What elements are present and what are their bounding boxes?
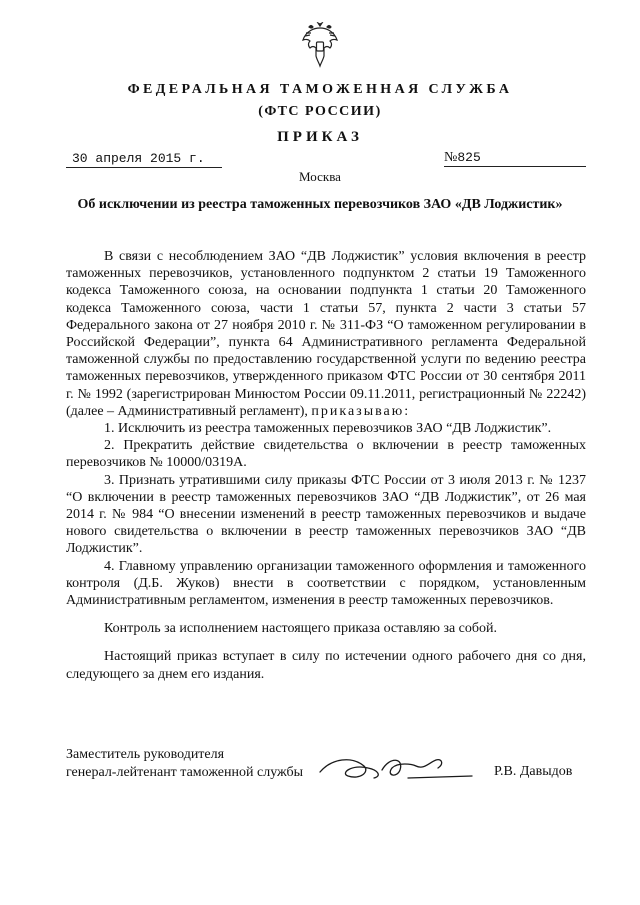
signatory-name: Р.В. Давыдов [494,764,573,779]
agency-short-name: (ФТС РОССИИ) [258,104,382,119]
handwritten-signature [312,748,482,786]
order-item-1: 1. Исключить из реестра таможенных перевозчиков ЗАО “ДВ Лоджистик”. [104,421,552,437]
order-body [66,248,586,683]
order-item-4: 4. Главному управлению организации таможенного оформления и таможенного контроля (Д.Б. Жуков) внести в соответствии с порядком, установленным Административным регламентом, изменения в реестр таможенных перевозчиков. [66,558,586,609]
order-subject: Об исключении из реестра таможенных перевозчиков ЗАО «ДВ Лоджистик» [77,197,563,212]
order-date: 30 апреля 2015 г. [66,151,222,168]
order-number-value: 825 [457,150,481,165]
agency-name: ФЕДЕРАЛЬНАЯ ТАМОЖЕННАЯ СЛУЖБА [127,82,513,97]
effective-paragraph: Настоящий приказ вступает в силу по истечении одного рабочего дня со дня, следующего за днем его издания. [66,649,586,682]
order-word: приказываю: [311,403,411,419]
signatory-position [66,746,303,781]
document-type-title: ПРИКАЗ [277,129,363,145]
signatory-position-line-1: Заместитель руководителя [66,747,225,762]
control-paragraph: Контроль за исполнением настоящего приказа оставляю за собой. [104,621,498,637]
order-number [444,149,586,167]
signatory-position-line-2: генерал-лейтенант таможенной службы [66,764,304,780]
city: Москва [299,169,341,184]
coat-of-arms-icon [300,22,340,68]
preamble-text: В связи с несоблюдением ЗАО “ДВ Лоджистик” условия включения в реестр таможенных перевозчиков, установленного подпунктом 2 статьи 19 Таможенного кодекса Таможенного союза, на основании подпункта 1 статьи 20 Таможенного кодекса Таможенного союза, части 1 статьи 57, пункта 2 части 3 статьи 57 Федерального закона от 27 ноября 2010 г. № 311-ФЗ “О таможенном регулировании в Российской Федерации”, пункта 64 Административного регламента Федеральной таможенной службы по предоставлению государственной услуги по ведению реестра таможенных перевозчиков, утвержденного приказом ФТС России от 30 сентября 2011 г. № 1992 (зарегистрирован Минюстом России 09.11.2011, регистрационный № 22242) (далее – Административный регламент), [66,249,586,419]
number-sign: № [444,150,458,165]
order-item-2: 2. Прекратить действие свидетельства о включении в реестр таможенных перевозчиков № 10000/0319А. [66,438,586,471]
order-item-3: 3. Признать утратившими силу приказы ФТС России от 3 июля 2013 г. № 1237 “О включении в реестр таможенных перевозчиков ЗАО “ДВ Лоджистик”, от 26 мая 2014 г. № 984 “О внесении изменений в реестр таможенных перевозчиков и выдаче нового свидетельства о включении в реестр таможенных перевозчиков ЗАО “ДВ Лоджистик”. [66,472,586,557]
preamble-paragraph [66,248,586,420]
